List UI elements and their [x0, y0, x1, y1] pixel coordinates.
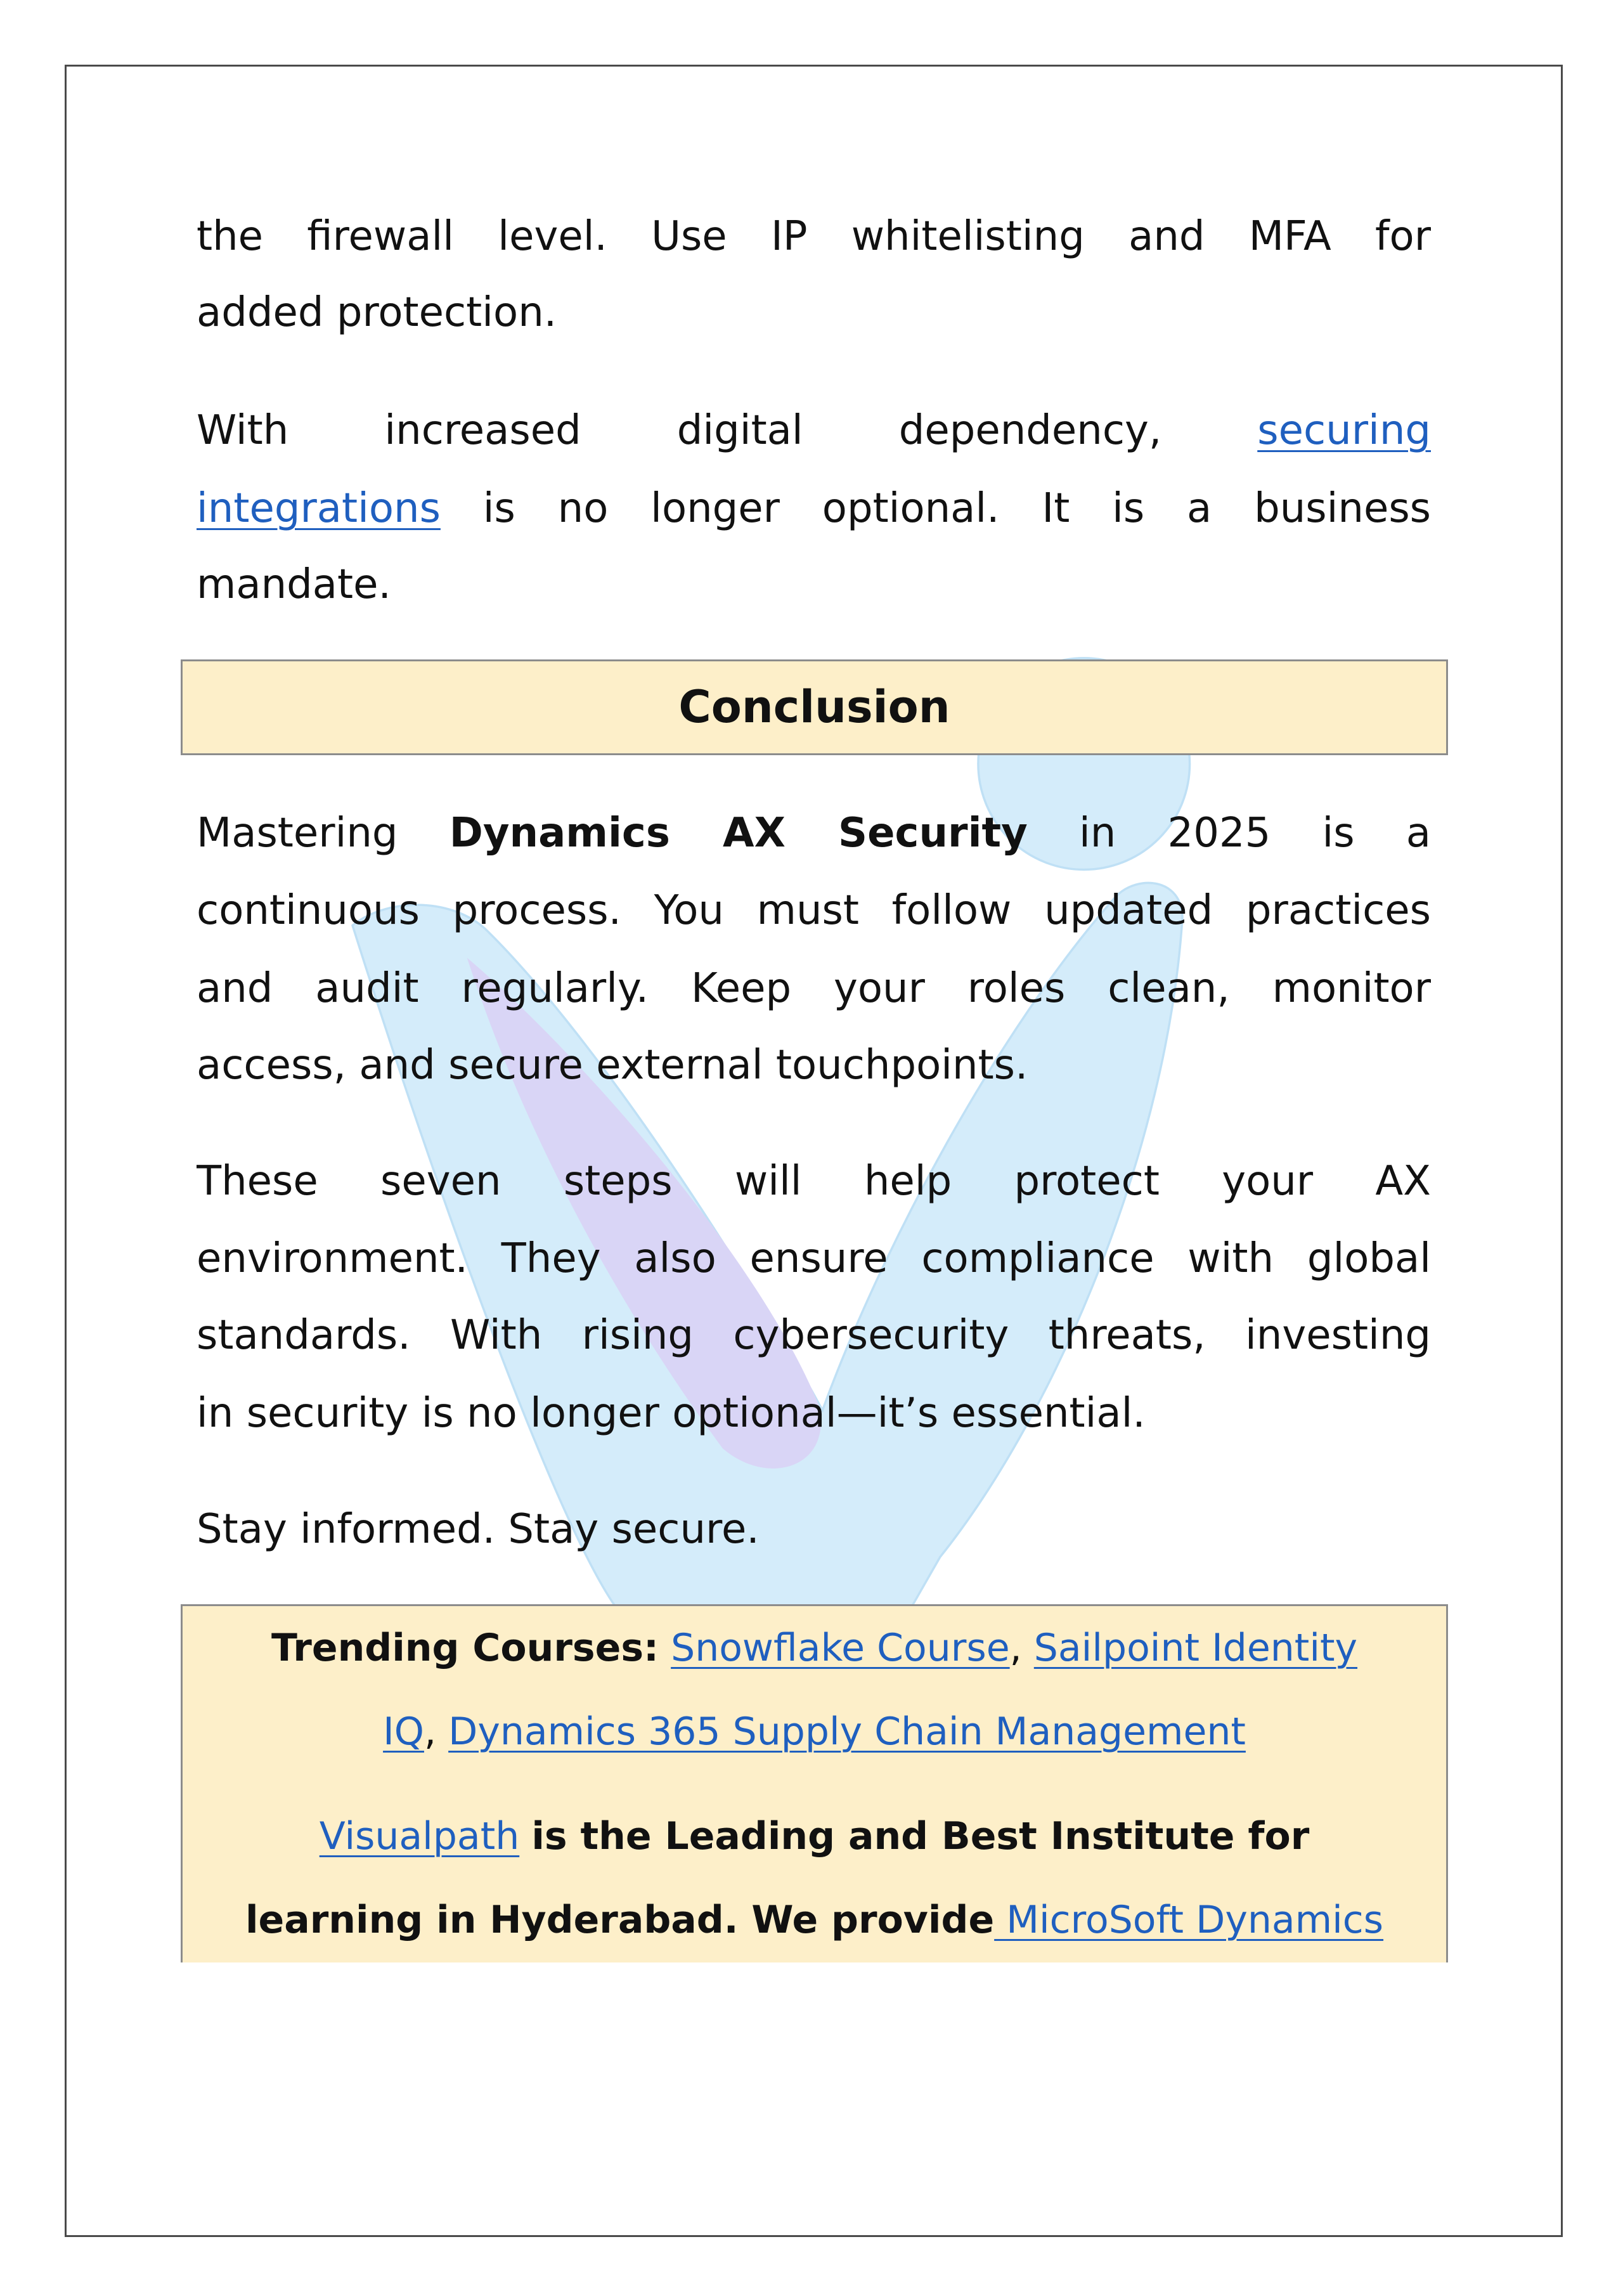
body-text-line	[197, 794, 1431, 872]
promo-line	[183, 1692, 1446, 1771]
line-text: the firewall level. Use IP whitelisting and MFA for	[197, 213, 1431, 260]
promo-bold-text: is the Leading and Best Institute for	[531, 1814, 1310, 1858]
body-text-line	[197, 545, 1431, 624]
line-text: Mastering	[197, 810, 398, 857]
line-text: in 2025 is a	[1078, 810, 1431, 857]
snowflake-course-link[interactable]: Snowflake Course	[671, 1626, 1010, 1670]
body-text-line	[197, 871, 1431, 950]
body-text-line	[197, 1142, 1431, 1221]
line-text: and audit regularly. Keep your roles clean, monitor	[197, 965, 1431, 1012]
line-text: These seven steps will help protect your AX	[197, 1158, 1431, 1205]
bold-term: Dynamics AX Security	[449, 810, 1028, 857]
dynamics-365-scm-link[interactable]: Dynamics 365 Supply Chain Management	[448, 1709, 1246, 1754]
body-text-line	[197, 1026, 1431, 1105]
visualpath-link[interactable]: Visualpath	[319, 1814, 520, 1858]
body-text-line	[197, 469, 1431, 548]
microsoft-dynamics-link[interactable]: MicroSoft Dynamics	[994, 1898, 1384, 1942]
line-text: added protection.	[197, 289, 557, 336]
separator: ,	[424, 1709, 437, 1754]
sailpoint-identity-iq-link[interactable]: Sailpoint Identity	[1033, 1626, 1358, 1670]
line-text: access, and secure external touchpoints.	[197, 1042, 1028, 1089]
body-text-line	[197, 1296, 1431, 1375]
securing-integrations-link[interactable]: securing	[1257, 407, 1431, 454]
line-text: With increased digital dependency,	[197, 407, 1162, 454]
line-text: environment. They also ensure compliance with global	[197, 1235, 1431, 1282]
promo-box	[181, 1604, 1448, 1962]
body-text-line	[197, 1219, 1431, 1298]
trending-courses-label: Trending Courses:	[271, 1626, 659, 1670]
line-text: continuous process. You must follow updated practices	[197, 887, 1431, 934]
body-text-line	[197, 1374, 1431, 1453]
promo-bold-text: learning in Hyderabad. We provide	[245, 1898, 995, 1942]
conclusion-heading-box	[181, 659, 1448, 755]
body-text-line	[197, 391, 1431, 470]
body-text-line	[197, 1490, 1431, 1569]
promo-line	[183, 1797, 1446, 1876]
line-text: standards. With rising cybersecurity threats, investing	[197, 1312, 1431, 1359]
line-text: is no longer optional. It is a business	[482, 485, 1431, 532]
body-text-line	[197, 197, 1431, 276]
line-text: in security is no longer optional—it’s essential.	[197, 1390, 1146, 1437]
body-text-line	[197, 949, 1431, 1028]
line-text: mandate.	[197, 561, 391, 608]
body-text-line	[197, 273, 1431, 352]
closing-text: Stay informed. Stay secure.	[197, 1506, 760, 1553]
section-heading: Conclusion	[678, 681, 950, 733]
securing-integrations-link[interactable]: integrations	[197, 485, 441, 532]
promo-line	[183, 1609, 1446, 1687]
sailpoint-identity-iq-link[interactable]: IQ	[383, 1709, 424, 1754]
separator: ,	[1009, 1626, 1022, 1670]
promo-line	[183, 1881, 1446, 1959]
